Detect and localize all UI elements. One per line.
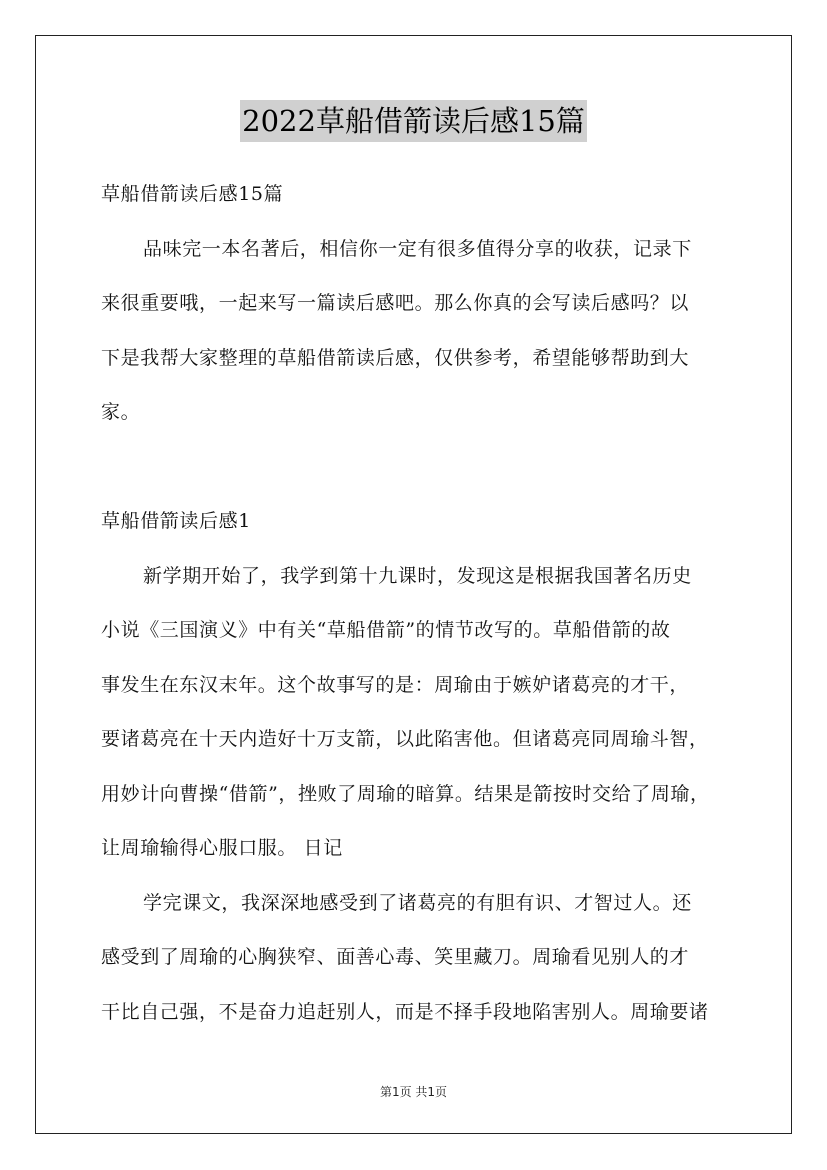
paragraph-line: 事发生在东汉末年。这个故事写的是：周瑜由于嫉妒诸葛亮的才干， xyxy=(101,673,690,696)
paragraph-line: 新学期开始了，我学到第十九课时，发现这是根据我国著名历史 xyxy=(143,564,692,587)
document-title: 2022草船借箭读后感15篇 xyxy=(240,100,587,142)
paragraph-line: 下是我帮大家整理的草船借箭读后感，仅供参考，希望能够帮助到大 xyxy=(101,346,690,369)
paragraph-line: 学完课文，我深深地感受到了诸葛亮的有胆有识、才智过人。还 xyxy=(143,891,692,914)
paragraph-line: 要诸葛亮在十天内造好十万支箭，以此陷害他。但诸葛亮同周瑜斗智， xyxy=(101,728,709,750)
blank-line xyxy=(101,445,741,500)
paragraph-line: 来很重要哦，一起来写一篇读后感吧。那么你真的会写读后感吗？以 xyxy=(101,292,690,314)
title-container xyxy=(0,100,827,142)
paragraph-line: 用妙计向曹操“借箭”，挫败了周瑜的暗算。结果是箭按时交给了周瑜， xyxy=(101,782,710,805)
section-heading: 草船借箭读后感15篇 xyxy=(101,183,284,205)
paragraph-line: 干比自己强，不是奋力追赶别人，而是不择手段地陷害别人。周瑜要诸 xyxy=(101,1000,709,1023)
paragraph-line: 小说《三国演义》中有关“草船借箭”的情节改写的。草船借箭的故 xyxy=(101,619,671,641)
paragraph-line: 家。 xyxy=(101,401,141,423)
paragraph-line: 品味完一本名著后，相信你一定有很多值得分享的收获，记录下 xyxy=(143,237,692,260)
document-body xyxy=(101,172,741,1044)
paragraph-line: 感受到了周瑜的心胸狭窄、面善心毒、笑里藏刀。周瑜看见别人的才 xyxy=(101,946,690,968)
page-number-label: 第1页 共1页 xyxy=(379,1085,448,1099)
paragraph-line: 让周瑜输得心服口服。 日记 xyxy=(101,837,343,859)
page-footer xyxy=(0,1083,827,1100)
section-heading: 草船借箭读后感1 xyxy=(101,510,251,532)
